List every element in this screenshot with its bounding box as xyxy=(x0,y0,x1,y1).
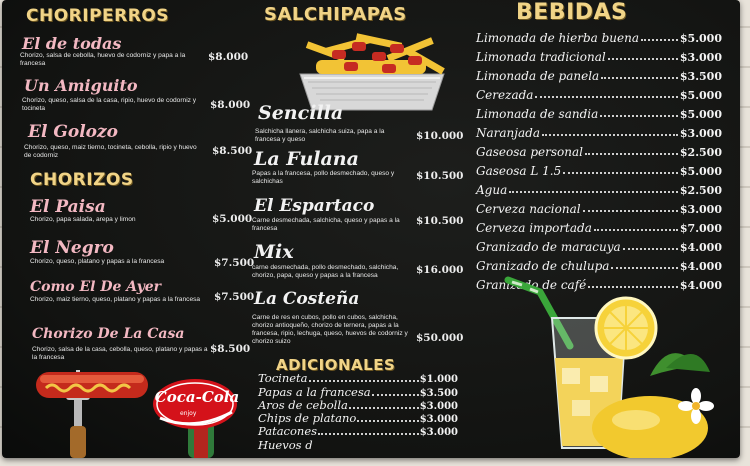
bebida-name: Gaseosa L 1.5 xyxy=(476,164,562,178)
item-como-el-de-ayer-desc: Chorizo, maiz tierno, queso, platano y papas a la francesa xyxy=(30,296,201,303)
bebida-price: $5.000 xyxy=(679,32,722,45)
bebidas-list xyxy=(476,26,722,292)
item-la-costena-name: La Costeña xyxy=(254,289,360,309)
item-sencilla-price: $10.000 xyxy=(416,130,464,142)
bebida-price: $4.000 xyxy=(679,241,722,254)
item-la-fulana-price: $10.500 xyxy=(416,170,464,182)
adicional-row xyxy=(258,372,458,385)
bebida-price: $5.000 xyxy=(679,89,722,102)
bebida-price: $3.500 xyxy=(679,70,722,83)
bebida-name: Granizado de chulupa xyxy=(476,259,610,273)
bebida-price: $3.000 xyxy=(679,127,722,140)
item-el-golozo-price: $8.500 xyxy=(212,145,253,157)
lemonade-glass-image xyxy=(500,272,736,458)
item-el-espartaco-price: $10.500 xyxy=(416,215,464,227)
adicional-row xyxy=(258,385,458,398)
item-sencilla-name: Sencilla xyxy=(258,102,344,124)
adicional-price: $1.000 xyxy=(419,374,458,386)
bebida-row xyxy=(476,216,722,235)
item-el-paisa-price: $5.000 xyxy=(212,213,253,225)
bebida-row xyxy=(476,45,722,64)
item-el-negro-price: $7.500 xyxy=(214,257,255,269)
coca-cola-tag: enjoy xyxy=(180,410,197,417)
adicional-price: $3.500 xyxy=(419,387,458,399)
bebida-price: $4.000 xyxy=(679,260,722,273)
adicional-price: $3.000 xyxy=(419,414,458,426)
item-el-de-todas-price: $8.000 xyxy=(208,51,249,63)
bebida-name: Cerveza nacional xyxy=(476,202,581,216)
bebida-name: Cerveza importada xyxy=(476,221,592,235)
bebida-row xyxy=(476,159,722,178)
adicional-name: Tocineta xyxy=(258,371,308,386)
bebida-name: Limonada de hierba buena xyxy=(476,31,639,45)
adicionales-list xyxy=(258,372,458,452)
menu-board xyxy=(2,0,740,458)
item-sencilla-desc: Salchicha llanera, salchicha suiza, papa a la francesa y queso xyxy=(255,128,385,143)
chorizos-title: CHORIZOS xyxy=(30,170,134,190)
adicional-name: Huevos d xyxy=(258,437,313,452)
bebida-row xyxy=(476,197,722,216)
item-el-de-todas-desc: Chorizo, salsa de cebolla, huevo de codorniz y papa a la francesa xyxy=(20,52,186,67)
bebida-row xyxy=(476,102,722,121)
item-el-espartaco-desc: Carne desmechada, salchicha, queso y papas a la francesa xyxy=(252,217,400,232)
item-mix-price: $16.000 xyxy=(416,264,464,276)
bebida-row xyxy=(476,83,722,102)
salchipapa-tray-image xyxy=(286,30,458,112)
item-chorizo-de-la-casa-desc: Chorizo, salsa de la casa, cebolla, queso, platano y papas a la francesa xyxy=(32,346,208,361)
bebida-price: $2.500 xyxy=(679,184,722,197)
item-el-negro-desc: Chorizo, queso, platano y papas a la francesa xyxy=(30,258,165,265)
adicional-name: Patacones xyxy=(258,424,318,439)
item-la-fulana-desc: Papas a la francesa, pollo desmechado, queso y salchichas xyxy=(252,170,395,185)
item-el-golozo-name: El Golozo xyxy=(28,122,118,142)
adicional-name: Aros de cebolla xyxy=(258,397,348,412)
adicional-name: Papas a la francesa xyxy=(258,384,371,399)
adicional-name: Chips de platano xyxy=(258,411,357,426)
choriperros-title: CHORIPERROS xyxy=(26,6,170,26)
bebida-row xyxy=(476,235,722,254)
item-como-el-de-ayer-price: $7.500 xyxy=(214,291,255,303)
bebida-name: Naranjada xyxy=(476,126,540,140)
adicional-price: $3.000 xyxy=(419,400,458,412)
bebida-row xyxy=(476,64,722,83)
item-el-de-todas-name: El de todas xyxy=(22,34,122,53)
item-un-amiguito-price: $8.000 xyxy=(210,99,251,111)
item-chorizo-de-la-casa-price: $8.500 xyxy=(210,343,251,355)
bebida-row xyxy=(476,140,722,159)
adicional-price: $3.000 xyxy=(419,427,458,439)
bebida-price: $4.000 xyxy=(679,279,722,292)
item-un-amiguito-desc: Chorizo, queso, salsa de la casa, ripio, huevo de codorniz y tocineta xyxy=(22,97,197,112)
bebida-price: $2.500 xyxy=(679,146,722,159)
bebidas-title: BEBIDAS xyxy=(516,0,628,25)
item-la-costena-price: $50.000 xyxy=(416,332,464,344)
salchipapas-title: SALCHIPAPAS xyxy=(264,4,407,25)
item-la-costena-desc: Carne de res en cubos, pollo en cubos, salchicha, chorizo antioqueño, chorizo de ternera, papas a la francesa, ripio, lechuga, queso, huevos de codorniz y chorizo suizo xyxy=(252,314,408,345)
item-el-paisa-name: El Paisa xyxy=(30,197,106,217)
coca-cola-logo xyxy=(150,374,244,458)
bebida-row xyxy=(476,121,722,140)
adicional-row xyxy=(258,425,458,438)
item-mix-name: Mix xyxy=(254,241,294,263)
item-la-fulana-name: La Fulana xyxy=(254,148,359,170)
bebida-row xyxy=(476,178,722,197)
item-el-golozo-desc: Chorizo, queso, maiz tierno, tocineta, cebolla, ripio y huevo de codorniz xyxy=(24,144,197,159)
bebida-price: $5.000 xyxy=(679,165,722,178)
bebida-row xyxy=(476,254,722,273)
bebida-price: $3.000 xyxy=(679,203,722,216)
item-un-amiguito-name: Un Amiguito xyxy=(24,76,138,95)
bebida-price: $3.000 xyxy=(679,51,722,64)
bebida-name: Cerezada xyxy=(476,88,534,102)
bebida-row xyxy=(476,26,722,45)
item-mix-desc: carne desmechada, pollo desmechado, salchicha, chorizo, papa, queso y papas a la francesa xyxy=(252,264,399,279)
item-el-paisa-desc: Chorizo, papa salada, arepa y limon xyxy=(30,216,136,223)
bebida-name: Agua xyxy=(476,183,508,197)
bebida-name: Limonada de panela xyxy=(476,69,600,83)
bebida-name: Gaseosa personal xyxy=(476,145,583,159)
adicional-row xyxy=(258,399,458,412)
adicionales-title: ADICIONALES xyxy=(276,356,396,374)
item-el-espartaco-name: El Espartaco xyxy=(254,196,375,216)
bebida-name: Granizado de café xyxy=(476,278,587,292)
item-chorizo-de-la-casa-name: Chorizo De La Casa xyxy=(32,326,185,342)
bebida-price: $7.000 xyxy=(679,222,722,235)
bebida-name: Limonada de sandia xyxy=(476,107,599,121)
bebida-price: $5.000 xyxy=(679,108,722,121)
bebida-name: Limonada tradicional xyxy=(476,50,606,64)
sausage-fork-icon xyxy=(32,366,152,458)
coca-cola-wordmark: Coca-Cola xyxy=(154,388,240,406)
adicional-row xyxy=(258,438,458,451)
bebida-name: Granizado de maracuya xyxy=(476,240,621,254)
item-el-negro-name: El Negro xyxy=(30,238,114,258)
item-como-el-de-ayer-name: Como El De Ayer xyxy=(30,279,162,295)
adicional-row xyxy=(258,412,458,425)
